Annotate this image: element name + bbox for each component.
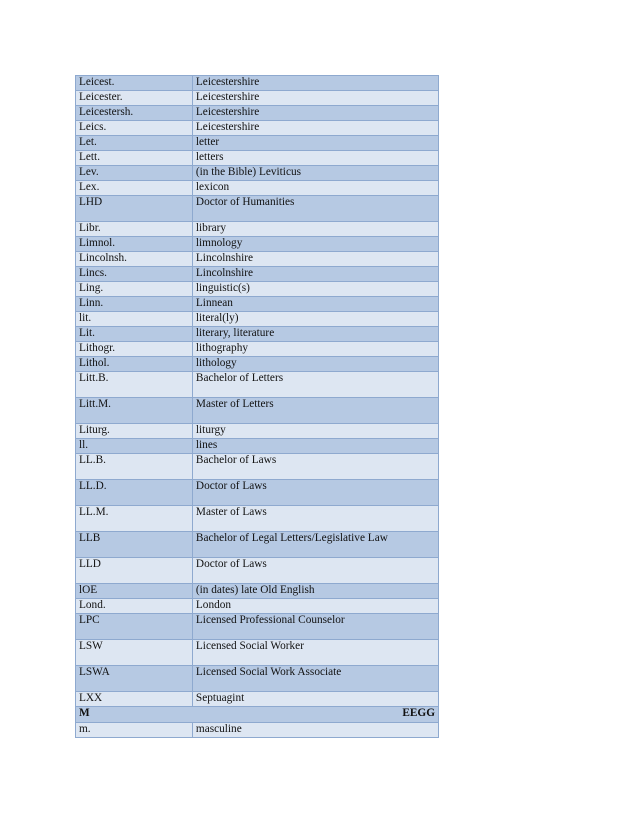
abbreviation-cell: Lithogr.	[76, 342, 193, 357]
table-row	[76, 640, 439, 666]
abbreviation-cell: Liturg.	[76, 424, 193, 439]
abbreviation-cell: Lond.	[76, 599, 193, 614]
table-row	[76, 599, 439, 614]
table-row	[76, 723, 439, 738]
definition-cell: Doctor of Laws	[192, 558, 438, 584]
table-row	[76, 267, 439, 282]
table-row	[76, 614, 439, 640]
table-row	[76, 136, 439, 151]
abbreviation-cell: Leicest.	[76, 76, 193, 91]
definition-cell: liturgy	[192, 424, 438, 439]
table-row	[76, 121, 439, 136]
abbreviation-cell: Leics.	[76, 121, 193, 136]
definition-cell: Septuagint	[192, 692, 438, 707]
section-tag: EEGG	[402, 707, 435, 719]
definition-cell: Doctor of Humanities	[192, 196, 438, 222]
definition-cell: Leicestershire	[192, 121, 438, 136]
table-row	[76, 297, 439, 312]
definition-cell: linguistic(s)	[192, 282, 438, 297]
definition-cell: Bachelor of Legal Letters/Legislative Law	[192, 532, 438, 558]
abbreviation-cell: LSWA	[76, 666, 193, 692]
abbreviations-table	[75, 75, 439, 738]
section-header-row	[76, 707, 439, 723]
abbreviation-cell: Lit.	[76, 327, 193, 342]
definition-cell: Licensed Social Worker	[192, 640, 438, 666]
abbreviation-cell: LPC	[76, 614, 193, 640]
abbreviation-cell: LLD	[76, 558, 193, 584]
table-row	[76, 454, 439, 480]
table-row	[76, 282, 439, 297]
definition-cell: limnology	[192, 237, 438, 252]
table-row	[76, 357, 439, 372]
definition-cell: literary, literature	[192, 327, 438, 342]
table-row	[76, 91, 439, 106]
abbreviation-cell: LSW	[76, 640, 193, 666]
definition-cell: lines	[192, 439, 438, 454]
table-row	[76, 372, 439, 398]
table-row	[76, 181, 439, 196]
definition-cell: lexicon	[192, 181, 438, 196]
section-letter: M	[79, 707, 90, 719]
abbreviation-cell: Linn.	[76, 297, 193, 312]
table-row	[76, 424, 439, 439]
definition-cell: literal(ly)	[192, 312, 438, 327]
abbreviation-cell: Lincs.	[76, 267, 193, 282]
abbreviation-cell: LL.B.	[76, 454, 193, 480]
abbreviation-cell: m.	[76, 723, 193, 738]
definition-cell: letters	[192, 151, 438, 166]
definition-cell: (in dates) late Old English	[192, 584, 438, 599]
table-row	[76, 439, 439, 454]
table-row	[76, 342, 439, 357]
definition-cell: lithology	[192, 357, 438, 372]
definition-cell: Bachelor of Letters	[192, 372, 438, 398]
abbreviation-cell: LL.D.	[76, 480, 193, 506]
definition-cell: Leicestershire	[192, 91, 438, 106]
definition-cell: Master of Laws	[192, 506, 438, 532]
abbreviation-cell: lit.	[76, 312, 193, 327]
abbreviation-cell: Lev.	[76, 166, 193, 181]
abbreviation-cell: Litt.M.	[76, 398, 193, 424]
table-row	[76, 237, 439, 252]
definition-cell: Lincolnshire	[192, 267, 438, 282]
table-row	[76, 76, 439, 91]
abbreviation-cell: LLB	[76, 532, 193, 558]
table-row	[76, 558, 439, 584]
definition-cell: Licensed Social Work Associate	[192, 666, 438, 692]
abbreviation-cell: LXX	[76, 692, 193, 707]
table-row	[76, 692, 439, 707]
definition-cell: Leicestershire	[192, 106, 438, 121]
abbreviation-cell: Limnol.	[76, 237, 193, 252]
abbreviation-cell: Ling.	[76, 282, 193, 297]
table-row	[76, 584, 439, 599]
abbreviation-cell: Lex.	[76, 181, 193, 196]
definition-cell: Leicestershire	[192, 76, 438, 91]
table-row	[76, 327, 439, 342]
abbreviation-cell: Let.	[76, 136, 193, 151]
definition-cell: Licensed Professional Counselor	[192, 614, 438, 640]
abbreviation-cell: Libr.	[76, 222, 193, 237]
table-row	[76, 196, 439, 222]
abbreviation-cell: Leicestersh.	[76, 106, 193, 121]
definition-cell: Master of Letters	[192, 398, 438, 424]
abbreviation-cell: LHD	[76, 196, 193, 222]
table-row	[76, 151, 439, 166]
definition-cell: Doctor of Laws	[192, 480, 438, 506]
definition-cell: library	[192, 222, 438, 237]
definition-cell: letter	[192, 136, 438, 151]
abbreviation-cell: Litt.B.	[76, 372, 193, 398]
abbreviation-cell: Lett.	[76, 151, 193, 166]
definition-cell: lithography	[192, 342, 438, 357]
definition-cell: Lincolnshire	[192, 252, 438, 267]
table-row	[76, 106, 439, 121]
abbreviation-cell: Lincolnsh.	[76, 252, 193, 267]
definition-cell: London	[192, 599, 438, 614]
table-row	[76, 252, 439, 267]
definition-cell: Bachelor of Laws	[192, 454, 438, 480]
abbreviation-cell: LL.M.	[76, 506, 193, 532]
table-row	[76, 506, 439, 532]
definition-cell: masculine	[192, 723, 438, 738]
definition-cell: Linnean	[192, 297, 438, 312]
definition-cell: (in the Bible) Leviticus	[192, 166, 438, 181]
abbreviation-cell: Leicester.	[76, 91, 193, 106]
table-row	[76, 480, 439, 506]
table-row	[76, 222, 439, 237]
table-row	[76, 666, 439, 692]
abbreviation-cell: ll.	[76, 439, 193, 454]
abbreviation-cell: lOE	[76, 584, 193, 599]
table-row	[76, 532, 439, 558]
table-row	[76, 312, 439, 327]
section-header-cell	[76, 707, 439, 723]
abbreviation-cell: Lithol.	[76, 357, 193, 372]
table-row	[76, 166, 439, 181]
table-row	[76, 398, 439, 424]
